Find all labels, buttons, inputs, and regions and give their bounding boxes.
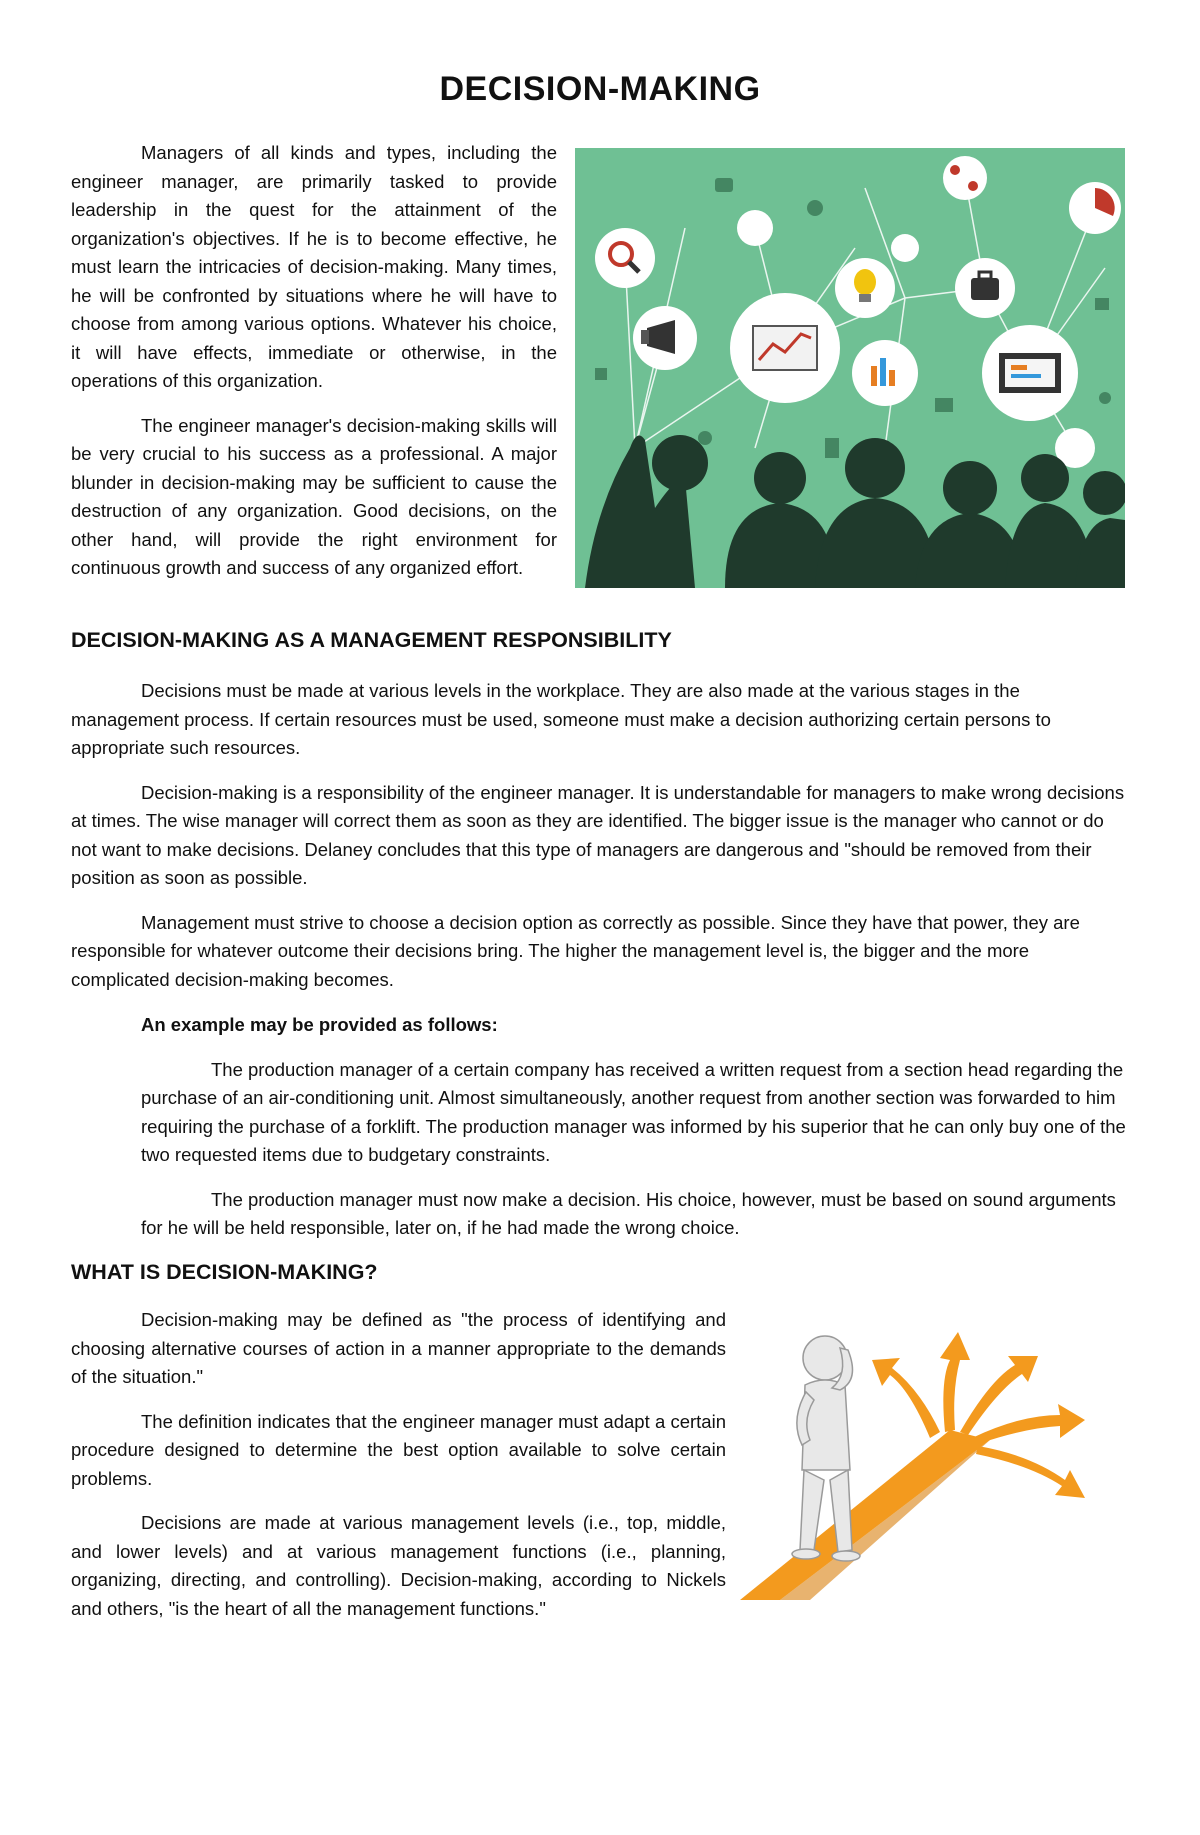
example-lead: An example may be provided as follows: (141, 1014, 498, 1035)
example-block (141, 1011, 1131, 1259)
section1-paragraph-2: Decision-making is a responsibility of the engineer manager. It is understandable for managers to make wrong decisions at times. The wise manager will correct them as soon as they are identified. The bigger issue is the manager who cannot or do not want to make decisions. Delaney concludes that this type of managers are dangerous and "should be removed from their position as soon as possible. (71, 781, 1125, 888)
section-heading-what-is-decision-making: WHAT IS DECISION-MAKING? (71, 1260, 378, 1284)
section-heading-management-responsibility: DECISION-MAKING AS A MANAGEMENT RESPONSIBILITY (71, 628, 672, 652)
section2-paragraph-3: Decisions are made at various management levels (i.e., top, middle, and lower levels) and at various management functions (i.e., planning, organizing, directing, and controlling). Decision-making, according to Nickels and others, "is the heart of all the management functions." (71, 1512, 726, 1619)
intro-paragraph-2: The engineer manager's decision-making skills will be very crucial to his success as a professional. A major blunder in decision-making may be sufficient to cause the destruction of any organization. Good decisions, on the other hand, will provide the right environment for continuous growth and success of any organized effort. (71, 414, 557, 578)
intro-text (71, 139, 557, 599)
decision-network-illustration (575, 148, 1125, 588)
example-paragraph-2: The production manager must now make a decision. His choice, however, must be based on sound arguments for he will be held responsible, later on, if he had made the wrong choice. (141, 1188, 1116, 1238)
section1-paragraph-1: Decisions must be made at various levels in the workplace. They are also made at the various stages in the management process. If certain resources must be used, someone must make a decision authorizing certain persons to appropriate such resources. (71, 680, 1051, 758)
section2-body (71, 1306, 726, 1639)
network-icons-graphic (575, 148, 1125, 588)
section1-paragraph-3: Management must strive to choose a decision option as correctly as possible. Since they have that power, they are responsible for whatever outcome their decisions bring. The higher the management level is, the bigger and the more complicated decision-making becomes. (71, 911, 1080, 990)
intro-paragraph-1: Managers of all kinds and types, including the engineer manager, are primarily tasked to provide leadership in the quest for the attainment of the organization's objectives. If he is to become effective, he must learn the intricacies of decision-making. Many times, he will be confronted by situations where he will have to choose from among various options. Whatever his choice, it will have effects, immediate or otherwise, in the operations of this organization. (71, 142, 557, 391)
page-title: DECISION-MAKING (439, 70, 761, 108)
section2-paragraph-2: The definition indicates that the engineer manager must adapt a certain procedure designed to determine the best option available to solve certain problems. (71, 1410, 726, 1489)
example-paragraph-1: The production manager of a certain company has received a written request from a section head regarding the purchase of an air-conditioning unit. Almost simultaneously, another request from another section was forwarded to him requiring the purchase of a forklift. The production manager was informed by his superior that he can only buy one of the two requested items due to budgetary constraints. (141, 1058, 1126, 1165)
thinking-figure-graphic (740, 1320, 1110, 1600)
section2-paragraph-1: Decision-making may be defined as "the process of identifying and choosing alternative courses of action in a manner appropriate to the demands of the situation." (71, 1309, 726, 1387)
choice-arrows-illustration (740, 1320, 1110, 1600)
section1-body (71, 677, 1131, 1010)
